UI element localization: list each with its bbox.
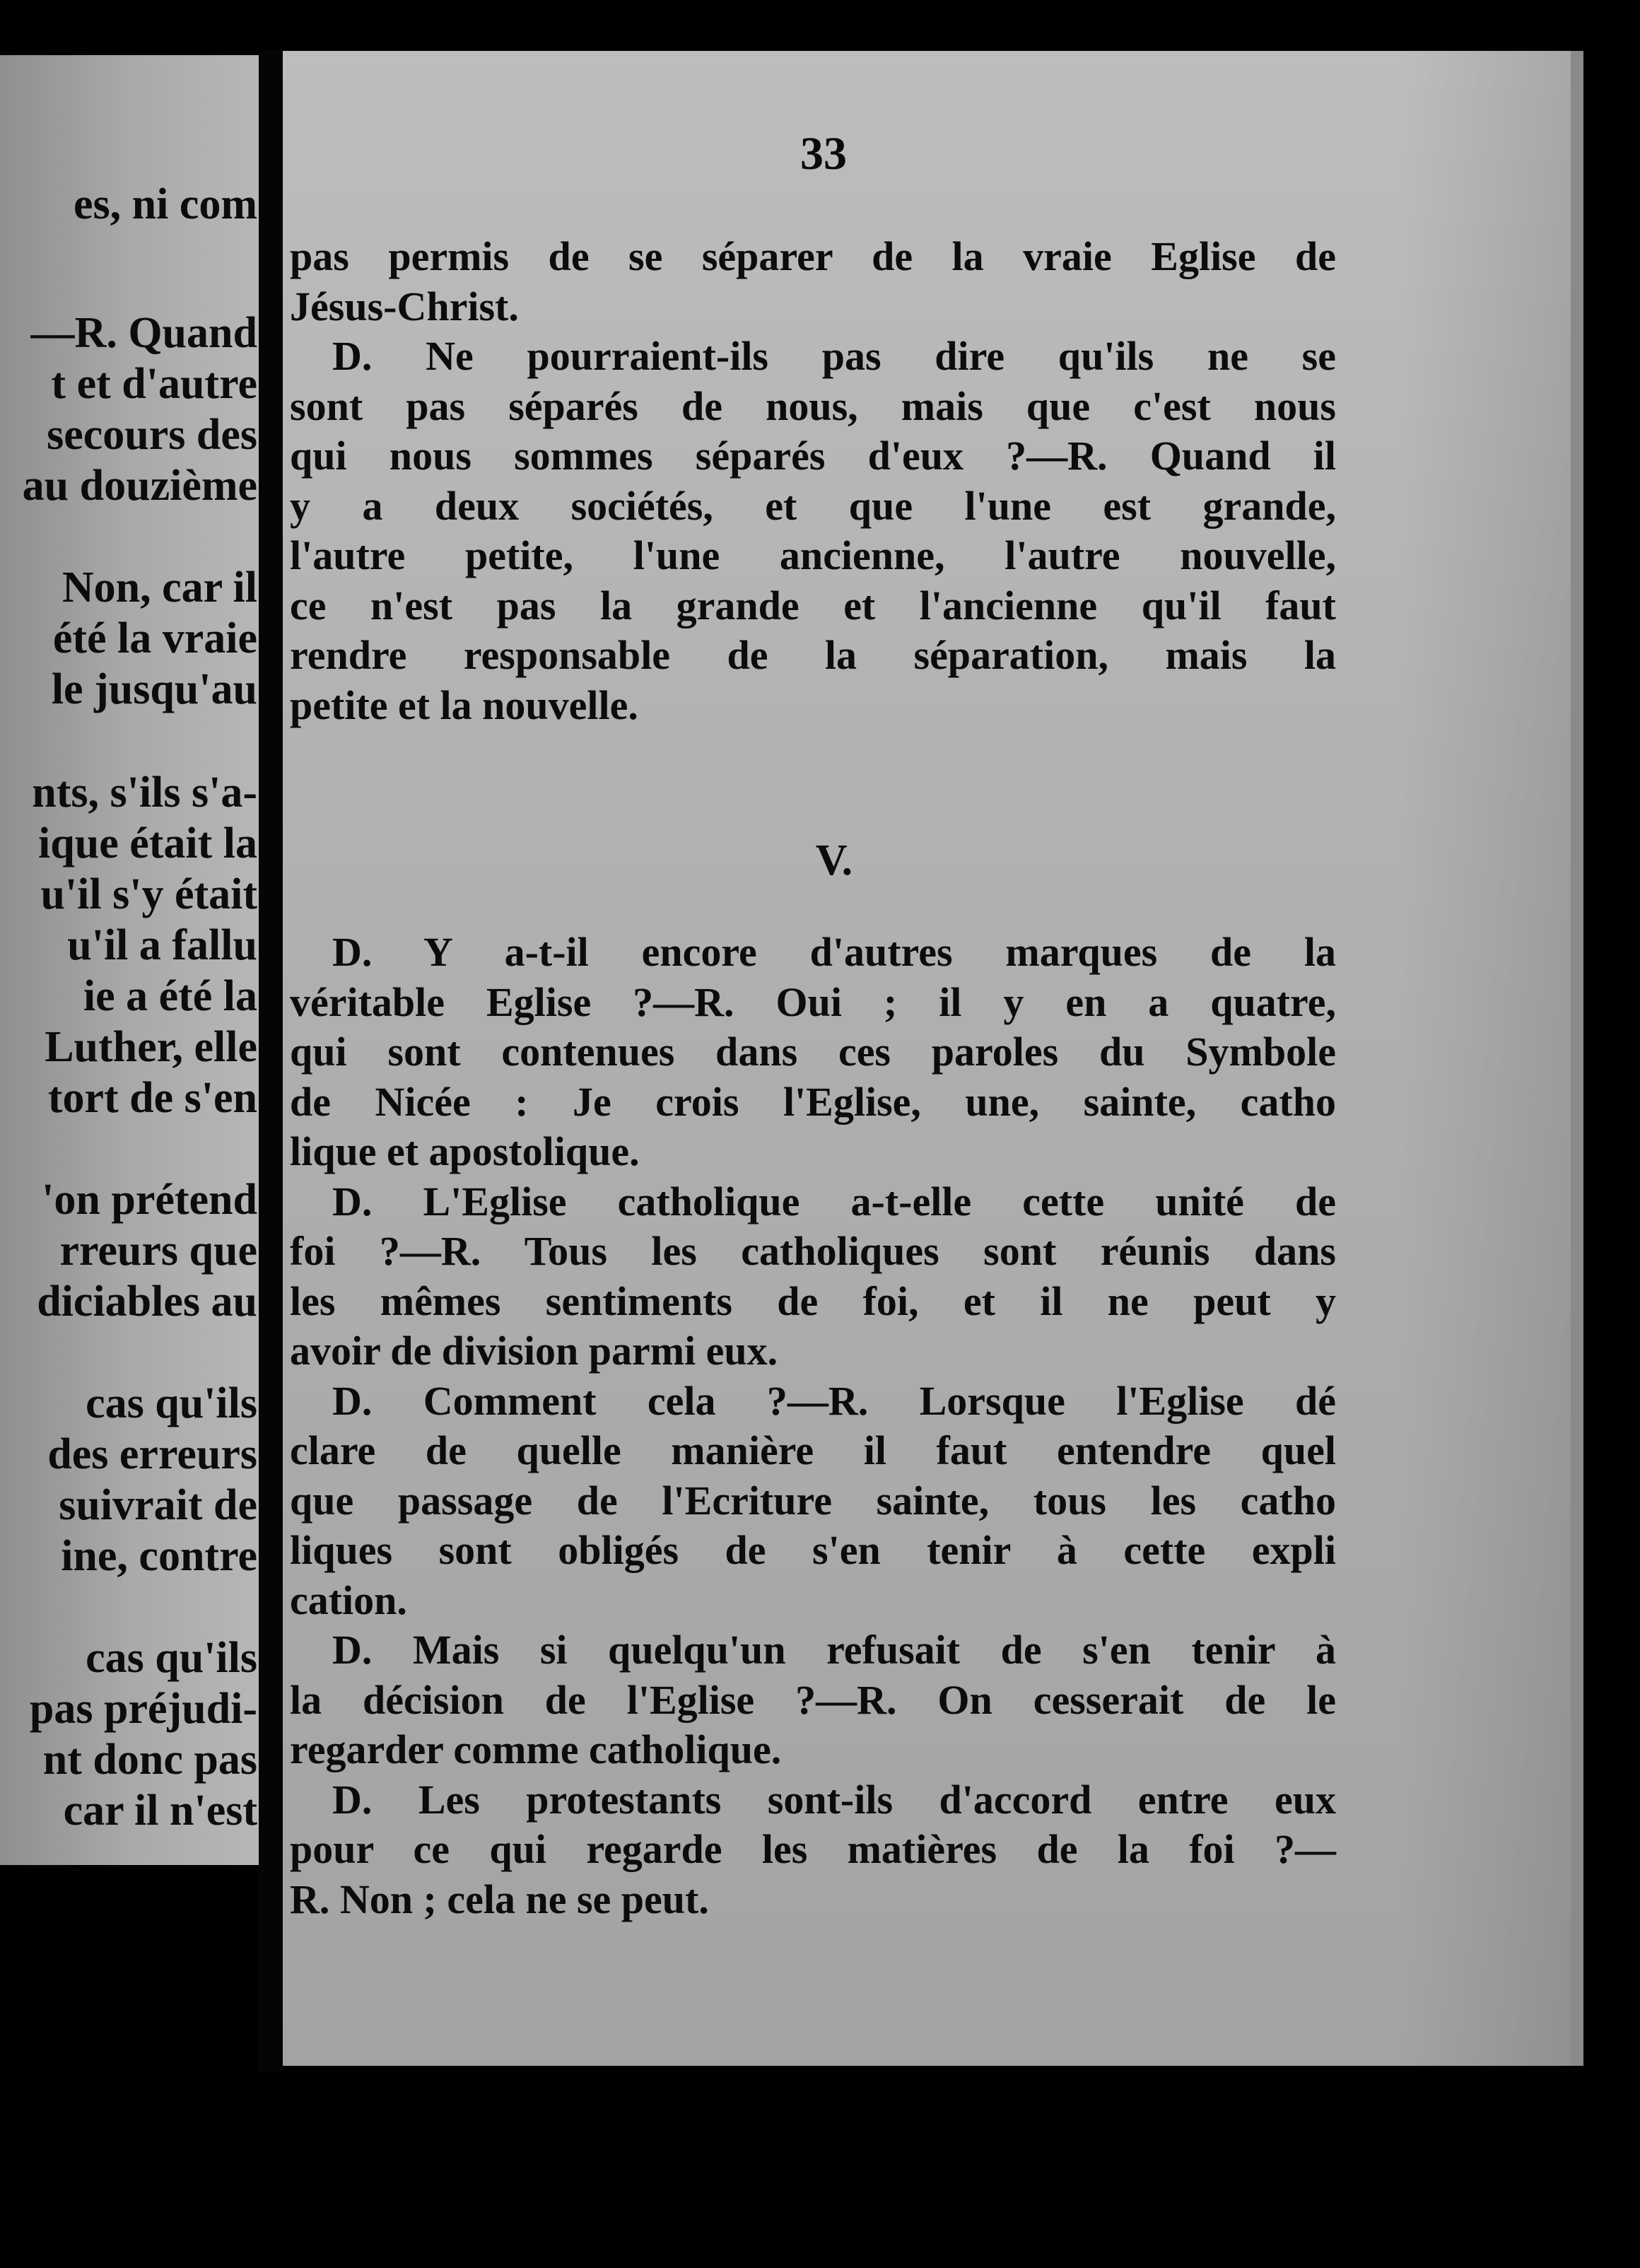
text-line: sont pas séparés de nous, mais que c'est nous <box>290 382 1336 429</box>
facing-page-line: ie a été la <box>83 972 257 1020</box>
book-gutter <box>259 51 284 2073</box>
section-heading: V. <box>815 836 853 884</box>
text-line: cation. <box>290 1577 407 1623</box>
facing-page-line: 'on prétend <box>42 1176 257 1224</box>
page-33 <box>283 51 1583 2066</box>
text-line: y a deux sociétés, et que l'une est grande, <box>290 482 1336 529</box>
facing-page-line: car il n'est <box>63 1787 257 1835</box>
text-line: ce n'est pas la grande et l'ancienne qu'il faut <box>290 582 1336 629</box>
text-line: l'autre petite, l'une ancienne, l'autre nouvelle, <box>290 532 1336 578</box>
facing-page-line: Luther, elle <box>45 1023 257 1071</box>
text-line: petite et la nouvelle. <box>290 682 638 728</box>
text-line: D. Comment cela ?—R. Lorsque l'Eglise dé <box>332 1377 1336 1424</box>
text-line: véritable Eglise ?—R. Oui ; il y en a quatre, <box>290 978 1336 1025</box>
facing-page-line: été la vraie <box>52 614 257 662</box>
facing-page-line: diciables au <box>37 1278 257 1326</box>
text-line: lique et apostolique. <box>290 1128 640 1174</box>
facing-page-line: u'il s'y était <box>40 870 257 918</box>
text-line: qui sont contenues dans ces paroles du Symbole <box>290 1029 1336 1075</box>
text-line: clare de quelle manière il faut entendre quel <box>290 1427 1336 1473</box>
facing-page-line: u'il a fallu <box>67 921 257 969</box>
facing-page-line: des erreurs <box>47 1430 257 1478</box>
facing-page-line: ique était la <box>38 819 257 867</box>
text-line: les mêmes sentiments de foi, et il ne peut y <box>290 1278 1336 1324</box>
facing-page-line: —R. Quand <box>30 309 257 357</box>
facing-page-line: au douzième <box>22 462 257 510</box>
text-line: D. Ne pourraient-ils pas dire qu'ils ne se <box>332 333 1336 379</box>
text-line: regarder comme catholique. <box>290 1726 782 1772</box>
facing-page-line: t et d'autre <box>51 360 257 408</box>
facing-page-left <box>0 55 260 1865</box>
text-block-top <box>290 232 1336 730</box>
text-line: que passage de l'Ecriture sainte, tous les catho <box>290 1477 1336 1524</box>
text-line: R. Non ; cela ne se peut. <box>290 1876 709 1922</box>
text-line: D. Y a-t-il encore d'autres marques de la <box>332 929 1336 975</box>
text-line: D. L'Eglise catholique a-t-elle cette unité de <box>332 1178 1336 1224</box>
text-line: D. Mais si quelqu'un refusait de s'en tenir à <box>332 1627 1336 1673</box>
text-line: de Nicée : Je crois l'Eglise, une, sainte, catho <box>290 1078 1336 1125</box>
text-line: la décision de l'Eglise ?—R. On cesserait de le <box>290 1676 1336 1723</box>
text-line: liques sont obligés de s'en tenir à cette expli <box>290 1527 1336 1573</box>
text-block-bottom <box>290 928 1336 1924</box>
facing-page-line: rreurs que <box>59 1227 257 1275</box>
facing-page-line: nts, s'ils s'a- <box>32 768 257 817</box>
facing-page-line: suivrait de <box>59 1481 257 1529</box>
text-line: pour ce qui regarde les matières de la foi ?— <box>290 1826 1336 1872</box>
page-edge <box>1571 51 1583 2066</box>
facing-page-line: es, ni com <box>73 180 257 228</box>
facing-page-line: cas qu'ils <box>86 1634 257 1682</box>
page-shadow <box>1400 51 1583 2066</box>
facing-page-line: le jusqu'au <box>51 665 257 713</box>
facing-page-line: nt donc pas <box>42 1736 257 1784</box>
text-line: qui nous sommes séparés d'eux ?—R. Quand il <box>290 433 1336 479</box>
text-line: pas permis de se séparer de la vraie Eglise de <box>290 233 1336 279</box>
text-line: rendre responsable de la séparation, mais la <box>290 632 1336 678</box>
text-line: avoir de division parmi eux. <box>290 1328 778 1374</box>
page-number: 33 <box>800 128 847 180</box>
facing-page-line: ine, contre <box>61 1532 257 1580</box>
text-line: Jésus-Christ. <box>290 283 519 329</box>
text-line: D. Les protestants sont-ils d'accord entre eux <box>332 1776 1336 1823</box>
facing-page-line: tort de s'en <box>47 1074 257 1122</box>
facing-page-line: secours des <box>47 411 257 459</box>
text-line: foi ?—R. Tous les catholiques sont réunis dans <box>290 1228 1336 1274</box>
facing-page-line: cas qu'ils <box>86 1379 257 1427</box>
facing-page-line: pas préjudi- <box>29 1685 257 1733</box>
facing-page-line: Non, car il <box>62 563 257 612</box>
